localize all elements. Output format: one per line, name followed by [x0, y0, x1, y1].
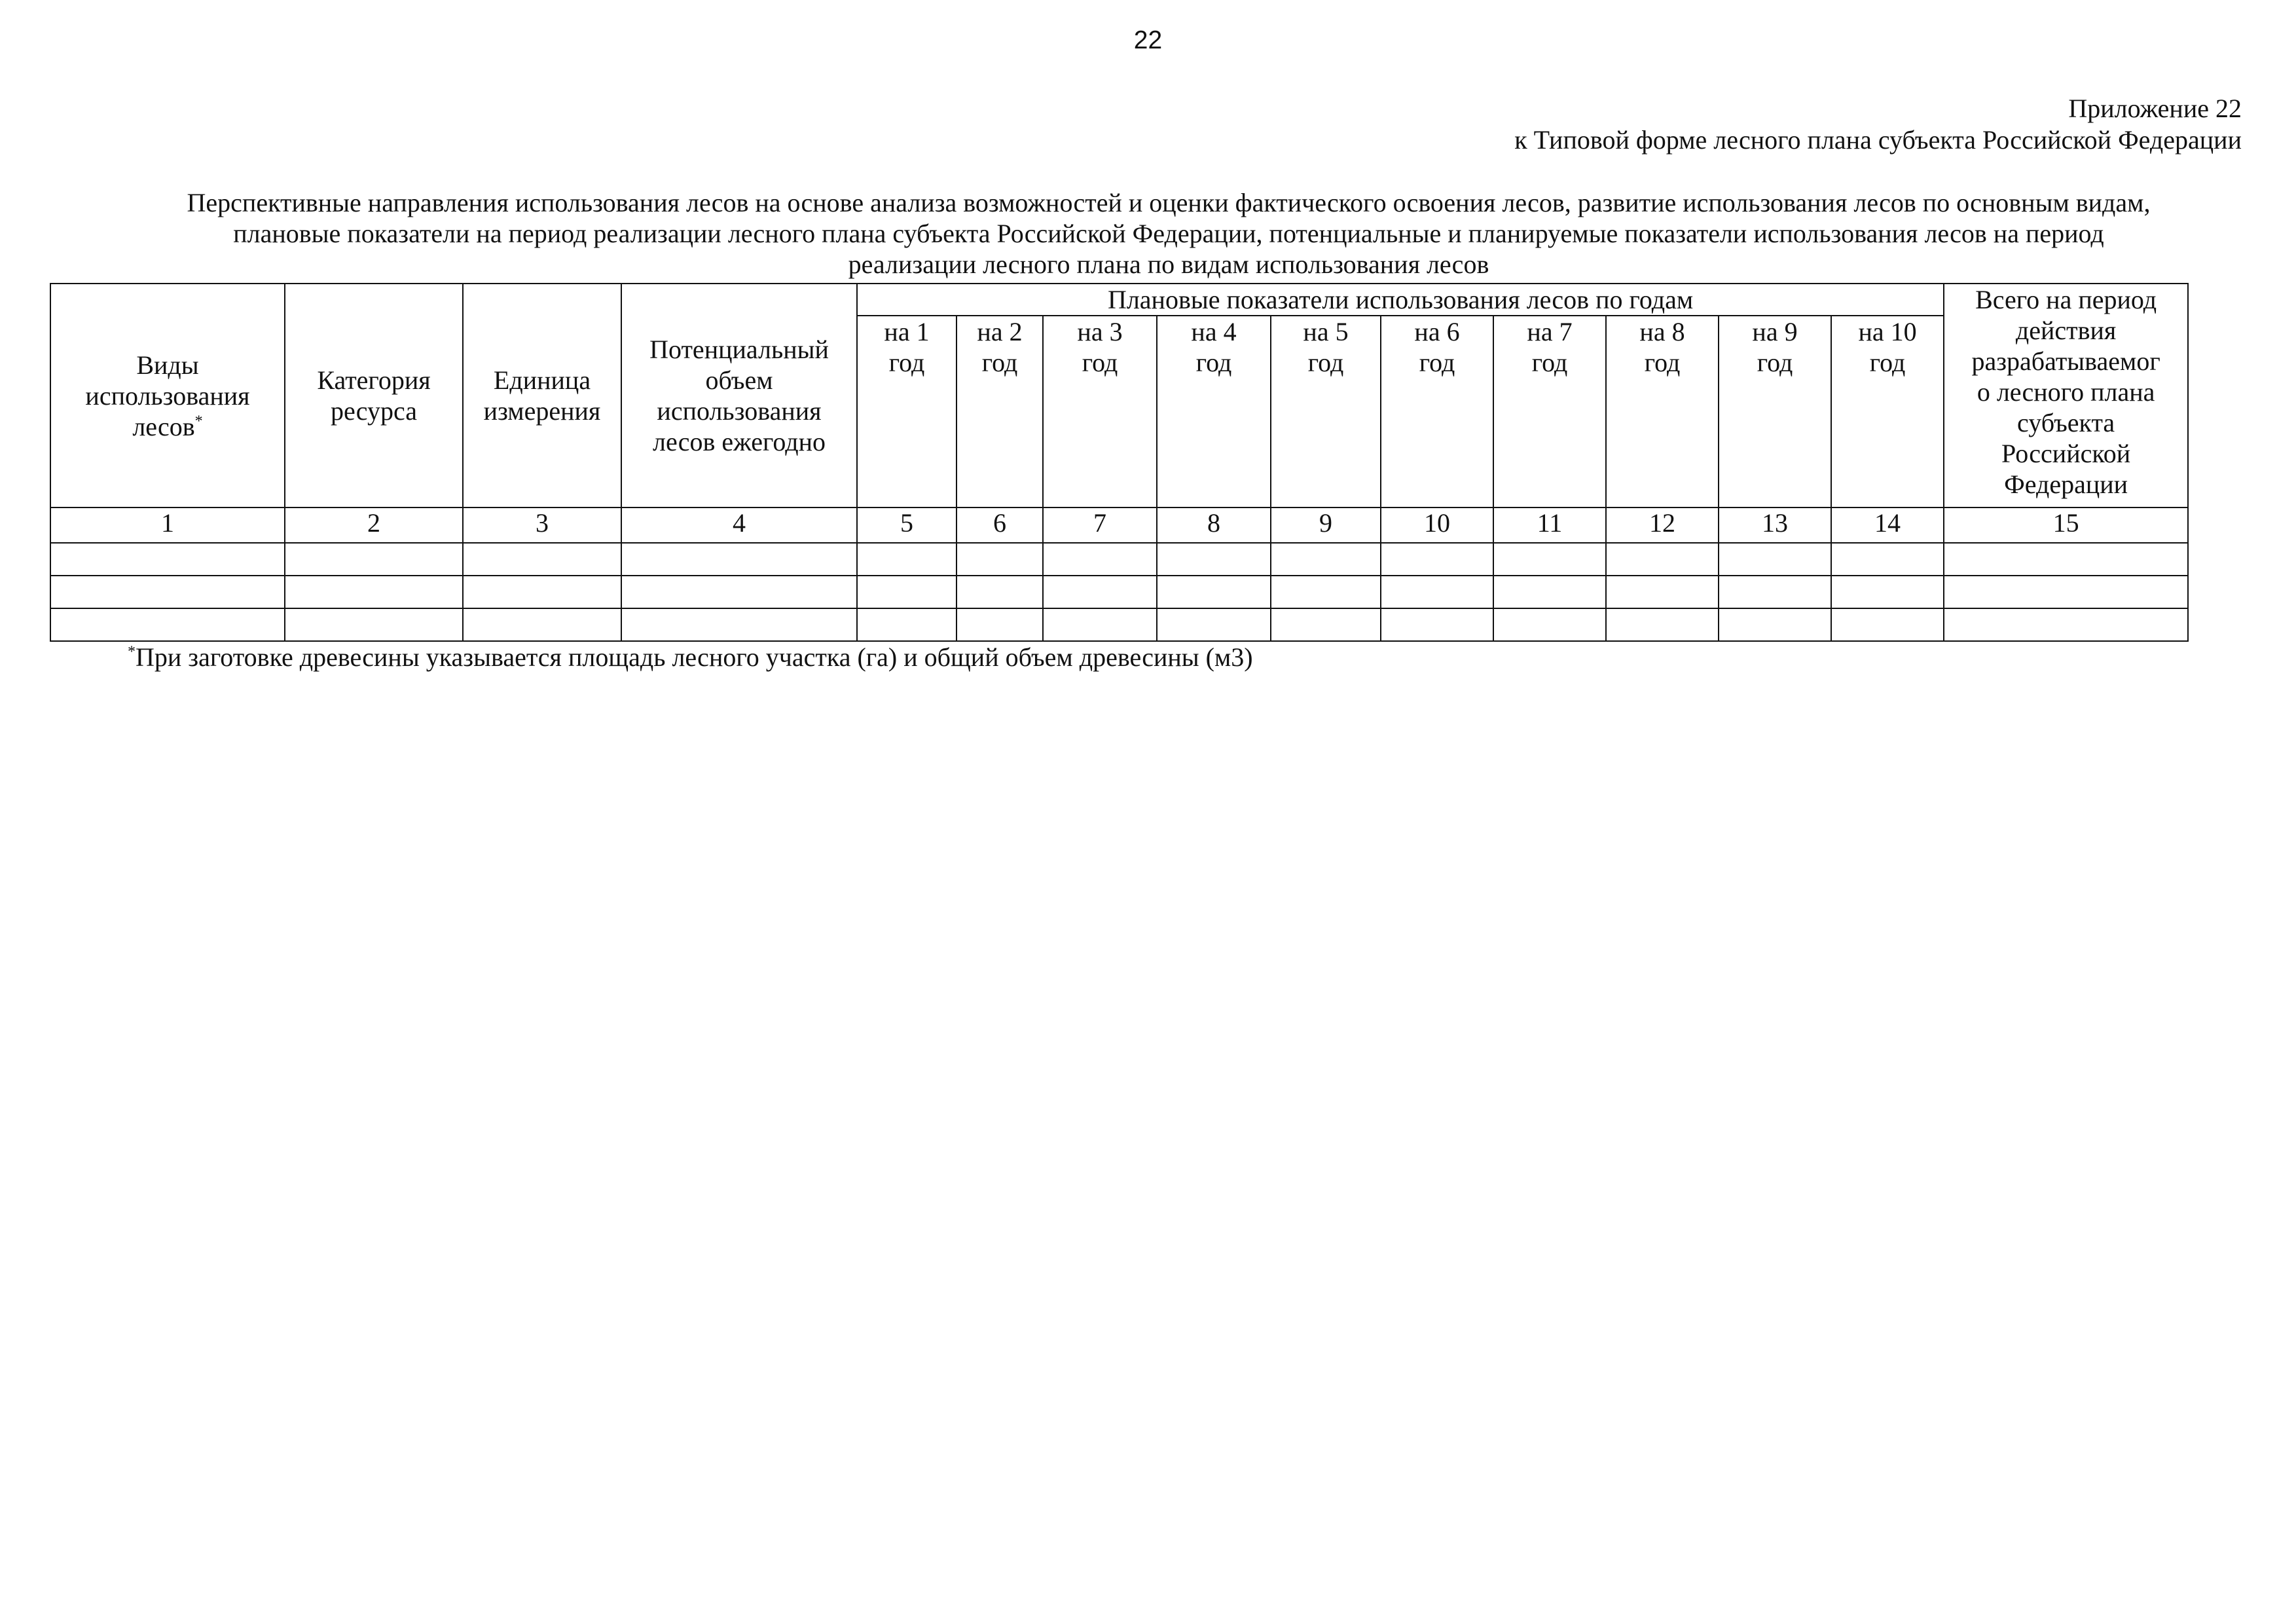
table-row: [50, 543, 2188, 576]
table-cell: [1831, 576, 1944, 608]
header-cell-year: на 2 год: [957, 316, 1043, 507]
table-cell: [1493, 608, 1606, 641]
table-cell: [621, 608, 857, 641]
header-cell-year: на 10 год: [1831, 316, 1944, 507]
table-cell: [285, 543, 463, 576]
table-cell: [463, 576, 621, 608]
table-cell: [1271, 608, 1381, 641]
table-cell: [1043, 608, 1157, 641]
forest-plan-table: [50, 283, 2189, 642]
header-cell-year: на 5 год: [1271, 316, 1381, 507]
table-cell: [1831, 543, 1944, 576]
header-cell-forest-use-type: Виды использования лесов*: [50, 284, 285, 507]
column-number-cell: 5: [857, 507, 957, 543]
column-number-cell: 14: [1831, 507, 1944, 543]
table-cell: [285, 608, 463, 641]
table-cell: [1944, 576, 2188, 608]
page-number: 22: [1133, 26, 1163, 54]
table-cell: [957, 576, 1043, 608]
table-cell: [1381, 576, 1493, 608]
table-cell: [1493, 543, 1606, 576]
appendix-line-2: к Типовой форме лесного плана субъекта Российской Федерации: [1514, 125, 2242, 155]
table-body: [50, 543, 2188, 641]
header-cell-year: на 1 год: [857, 316, 957, 507]
table-cell: [857, 608, 957, 641]
column-number-cell: 11: [1493, 507, 1606, 543]
table-cell: [285, 576, 463, 608]
column-number-cell: 2: [285, 507, 463, 543]
column-number-cell: 1: [50, 507, 285, 543]
header-cell-year: на 3 год: [1043, 316, 1157, 507]
table-cell: [1944, 543, 2188, 576]
table-cell: [463, 543, 621, 576]
header-cell-year: на 6 год: [1381, 316, 1493, 507]
table-cell: [1381, 608, 1493, 641]
table-row: [50, 576, 2188, 608]
column-number-cell: 7: [1043, 507, 1157, 543]
table-cell: [1157, 543, 1271, 576]
header-row-1: [50, 284, 2188, 316]
column-number-row: [50, 507, 2188, 543]
table-cell: [50, 576, 285, 608]
header-cell-year: на 8 год: [1606, 316, 1719, 507]
header-cell-unit: Единица измерения: [463, 284, 621, 507]
table-cell: [463, 608, 621, 641]
table-cell: [1831, 608, 1944, 641]
table-cell: [1719, 543, 1831, 576]
table-cell: [957, 608, 1043, 641]
document-title: [124, 187, 2213, 280]
header-cell-year: на 4 год: [1157, 316, 1271, 507]
header-cell-total-period: Всего на период действия разрабатываемог о лесного плана субъекта Российской Федерации: [1944, 284, 2188, 507]
table-cell: [50, 543, 285, 576]
table-cell: [1944, 608, 2188, 641]
header-cell-resource-category: Категория ресурса: [285, 284, 463, 507]
appendix-line-1: Приложение 22: [2068, 94, 2242, 123]
column-number-cell: 15: [1944, 507, 2188, 543]
footnote-text: При заготовке древесины указывается площадь лесного участка (га) и общий объем древесины (м3): [136, 642, 1253, 672]
table-cell: [1606, 543, 1719, 576]
column-number-cell: 9: [1271, 507, 1381, 543]
column-number-cell: 3: [463, 507, 621, 543]
column-number-cell: 8: [1157, 507, 1271, 543]
table-cell: [1381, 543, 1493, 576]
table-cell: [1271, 543, 1381, 576]
table-cell: [1043, 576, 1157, 608]
header-cell-year: на 9 год: [1719, 316, 1831, 507]
table-cell: [621, 576, 857, 608]
table-cell: [1719, 608, 1831, 641]
table-cell: [1606, 576, 1719, 608]
table-cell: [957, 543, 1043, 576]
column-number-cell: 12: [1606, 507, 1719, 543]
table-cell: [621, 543, 857, 576]
table-cell: [1157, 576, 1271, 608]
title-line-3: реализации лесного плана по видам использования лесов: [848, 249, 1489, 279]
table-cell: [1271, 576, 1381, 608]
header-cell-planned-indicators: Плановые показатели использования лесов по годам: [857, 284, 1944, 316]
column-number-cell: 13: [1719, 507, 1831, 543]
column-number-cell: 6: [957, 507, 1043, 543]
title-line-1: Перспективные направления использования лесов на основе анализа возможностей и оценки фактического освоения лесов, развитие использования лесов по основным видам,: [187, 188, 2151, 217]
header-cell-potential-volume: Потенциальный объем использования лесов ежегодно: [621, 284, 857, 507]
table-cell: [50, 608, 285, 641]
table-cell: [857, 576, 957, 608]
table-cell: [857, 543, 957, 576]
table-cell: [1493, 576, 1606, 608]
appendix-header: [1514, 93, 2242, 156]
table-cell: [1157, 608, 1271, 641]
column-number-cell: 10: [1381, 507, 1493, 543]
table-cell: [1043, 543, 1157, 576]
footnote: [128, 642, 1253, 673]
table-row: [50, 608, 2188, 641]
table-cell: [1719, 576, 1831, 608]
header-cell-year: на 7 год: [1493, 316, 1606, 507]
footnote-marker: *: [128, 643, 136, 661]
table-cell: [1606, 608, 1719, 641]
footnote-marker: *: [194, 413, 203, 430]
column-number-cell: 4: [621, 507, 857, 543]
title-line-2: плановые показатели на период реализации лесного плана субъекта Российской Федерации, потенциальные и планируемые показатели использования лесов на период: [233, 219, 2104, 248]
